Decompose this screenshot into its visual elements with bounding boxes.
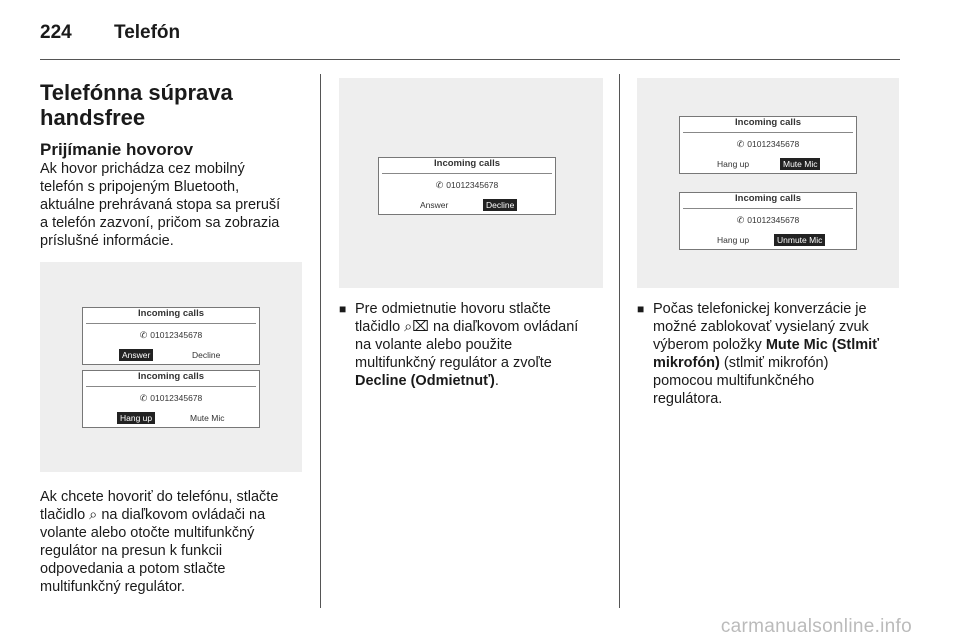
- phone-icon: ✆: [139, 330, 148, 340]
- screen-call-unmute: [679, 192, 857, 250]
- intro-line-5: príslušné informácie.: [40, 233, 174, 249]
- intro-line-4: a telefón zazvoní, pričom sa zobrazia: [40, 215, 280, 231]
- screen-separator: [86, 386, 256, 387]
- screen-title: Incoming calls: [735, 193, 801, 204]
- caller-number: ✆ 01012345678: [139, 393, 203, 403]
- screen-separator: [86, 323, 256, 324]
- answer-line-3: volante alebo otočte multifunkčný: [40, 525, 255, 541]
- screen-separator: [382, 173, 552, 174]
- intro-line-3: aktuálne prehrávaná stopa sa preruší: [40, 197, 281, 213]
- phone-icon: ✆: [435, 180, 444, 190]
- watermark-logo: carmanualsonline.info: [720, 616, 912, 637]
- phone-icon: ✆: [736, 139, 745, 149]
- mute-mic-button: Mute Mic: [190, 413, 225, 423]
- hang-up-button: Hang up: [117, 412, 155, 424]
- decline-line-4: multifunkčný regulátor a zvoľte: [355, 355, 552, 371]
- mute-line-3: výberom položky Mute Mic (Stlmiť: [653, 337, 880, 353]
- mute-line-6: regulátora.: [653, 391, 723, 407]
- answer-line-5: odpovedania a potom stlačte: [40, 561, 226, 577]
- hang-up-button: Hang up: [717, 235, 750, 245]
- mute-instructions: [637, 300, 905, 408]
- subheading: Prijímanie hovorov: [40, 140, 194, 159]
- screen-incoming-hangup: [82, 370, 260, 428]
- mute-line-5: pomocou multifunkčného: [653, 373, 815, 389]
- column-divider-2: [619, 74, 620, 608]
- mute-line-1: Počas telefonickej konverzácie je: [653, 301, 867, 317]
- decline-line-2: tlačidlo ⌕⌧ na diaľkovom ovládaní: [355, 319, 579, 335]
- header-divider: [40, 59, 900, 60]
- mute-line-2: možné zablokovať vysielaný zvuk: [653, 319, 869, 335]
- screen-incoming-answer: [82, 307, 260, 365]
- figure-answer: [40, 262, 302, 472]
- decline-line-5: Decline (Odmietnuť).: [355, 373, 499, 389]
- answer-line-4: regulátor na presun k funkcii: [40, 543, 223, 559]
- hang-up-button: Hang up: [717, 159, 750, 169]
- decline-button: Decline: [483, 199, 517, 211]
- figure-decline: [339, 78, 603, 288]
- caller-number: ✆ 01012345678: [736, 139, 800, 149]
- answer-line-6: multifunkčný regulátor.: [40, 579, 186, 595]
- column-divider-1: [320, 74, 321, 608]
- screen-title: Incoming calls: [138, 371, 204, 382]
- bullet-icon: ■: [637, 302, 645, 316]
- screen-incoming-decline: [378, 157, 556, 215]
- answer-button: Answer: [119, 349, 153, 361]
- page-heading: Telefónna súprava handsfree: [40, 80, 233, 130]
- figure-mute: [637, 78, 899, 288]
- intro-line-2: telefón s pripojeným Bluetooth,: [40, 179, 240, 195]
- decline-line-1: Pre odmietnutie hovoru stlačte: [355, 301, 551, 317]
- screen-title: Incoming calls: [434, 158, 500, 169]
- decline-line-3: na volante alebo použite: [355, 337, 513, 353]
- column-1: [40, 80, 306, 250]
- page-number: 224: [40, 22, 72, 43]
- unmute-mic-button: Unmute Mic: [774, 234, 825, 246]
- decline-instructions: [339, 300, 609, 390]
- caller-number: ✆ 01012345678: [736, 215, 800, 225]
- intro-line-1: Ak hovor prichádza cez mobilný: [40, 161, 245, 177]
- phone-icon: ✆: [139, 393, 148, 403]
- screen-separator: [683, 208, 853, 209]
- bullet-icon: ■: [339, 302, 347, 316]
- screen-call-mute: [679, 116, 857, 174]
- section-title: Telefón: [114, 22, 181, 43]
- answer-line-1: Ak chcete hovoriť do telefónu, stlačte: [40, 489, 279, 505]
- mute-mic-button: Mute Mic: [780, 158, 820, 170]
- phone-icon: ✆: [736, 215, 745, 225]
- decline-button: Decline: [192, 350, 221, 360]
- mute-line-4: mikrofón) (stlmiť mikrofón): [653, 355, 829, 371]
- screen-title: Incoming calls: [138, 308, 204, 319]
- answer-button: Answer: [420, 200, 449, 210]
- answer-instructions: [40, 488, 306, 596]
- caller-number: ✆ 01012345678: [139, 330, 203, 340]
- screen-separator: [683, 132, 853, 133]
- answer-line-2: tlačidlo ⌕ na diaľkovom ovládači na: [40, 507, 266, 523]
- screen-title: Incoming calls: [735, 117, 801, 128]
- caller-number: ✆ 01012345678: [435, 180, 499, 190]
